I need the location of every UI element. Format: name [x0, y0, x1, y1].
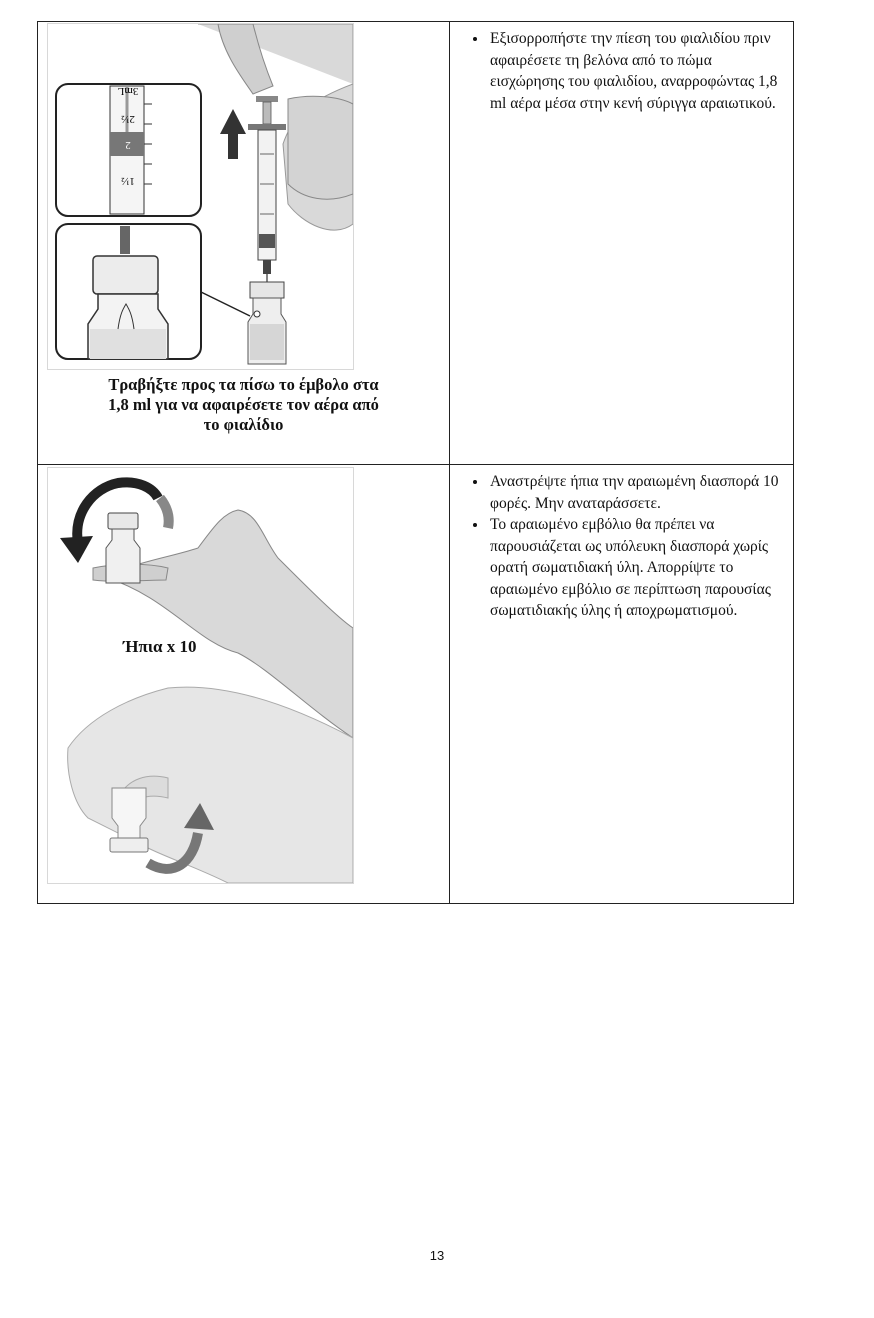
caption-line: 1,8 ml για να αφαιρέσετε τον αέρα από	[108, 395, 379, 414]
instructions-table	[37, 21, 794, 904]
list-item: • Εξισορροπήστε την πίεση του φιαλιδίου πριν αφαιρέσετε τη βελόνα από το πώμα εισχώρησης του φιαλιδίου, αναρροφώντας 1,8 ml αέρα μέσα στην κενή σύριγγα αραιωτικού.	[488, 28, 785, 114]
figure-caption-withdraw-air	[38, 375, 449, 435]
scale-mark-2: 2	[125, 139, 131, 151]
scale-mark-2-half: 2½	[121, 113, 135, 125]
figure-cell-invert-vial	[38, 465, 450, 904]
figure-cell-withdraw-air	[38, 22, 450, 465]
bullet-list	[450, 22, 793, 114]
table-row	[38, 22, 794, 465]
table-row	[38, 465, 794, 904]
list-item: • Αναστρέψτε ήπια την αραιωμένη διασπορά 10 φορές. Μην αναταράσσετε.	[488, 471, 785, 514]
caption-line: Τραβήξτε προς τα πίσω το έμβολο στα	[108, 375, 379, 394]
scale-mark-3ml: 3mL	[117, 85, 139, 97]
page-number: 13	[429, 1248, 445, 1263]
list-item: • Το αραιωμένο εμβόλιο θα πρέπει να παρουσιάζεται ως υπόλευκη διασπορά χωρίς ορατή σωματιδιακή ύλη. Απορρίψτε το αραιωμένο εμβόλιο σε περίπτωση παρουσίας σωματιδιακής ύλης ή αποχρωματισμού.	[488, 514, 785, 622]
text-cell-withdraw-air	[450, 22, 794, 465]
caption-line: το φιαλίδιο	[203, 415, 284, 434]
invert-vial-hand-icon	[47, 467, 354, 884]
scale-mark-1-half: 1½	[121, 175, 135, 187]
figure-caption-gently-10: Ήπια x 10	[123, 637, 197, 656]
syringe-vial-withdraw-air-icon	[47, 23, 354, 370]
bullet-list	[450, 465, 793, 622]
text-cell-invert-vial	[450, 465, 794, 904]
